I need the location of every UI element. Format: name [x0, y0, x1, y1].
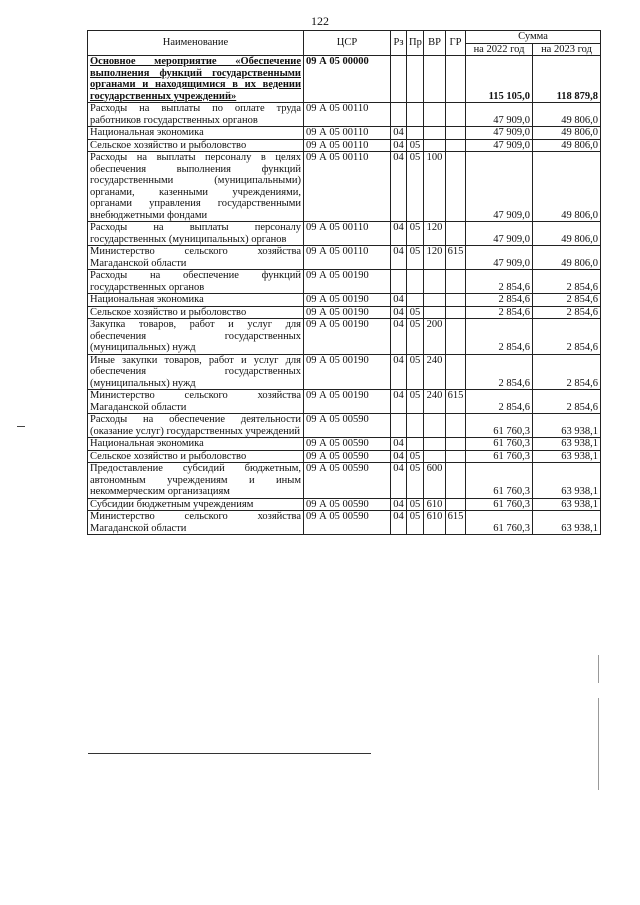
row-vr: [424, 127, 446, 140]
row-name: Основное мероприятие «Обеспечение выполнения функций государственными органами и находящимися в их ведении государственных учреждений»: [88, 56, 304, 103]
row-name: Закупка товаров, работ и услуг для обеспечения государственных (муниципальных) нужд: [88, 319, 304, 355]
row-pr: 05: [407, 222, 424, 246]
row-vr: 200: [424, 319, 446, 355]
row-gr: [446, 450, 466, 463]
row-pr: 05: [407, 306, 424, 319]
row-gr: [446, 103, 466, 127]
row-name: Министерство сельского хозяйства Магаданской области: [88, 511, 304, 535]
row-vr: 120: [424, 222, 446, 246]
row-sum-2023: 118 879,8: [533, 56, 601, 103]
row-sum-2022: 2 854,6: [466, 390, 533, 414]
row-rz: 04: [391, 498, 407, 511]
row-sum-2022: 47 909,0: [466, 246, 533, 270]
row-gr: [446, 56, 466, 103]
row-sum-2023: 2 854,6: [533, 306, 601, 319]
row-sum-2023: 63 938,1: [533, 511, 601, 535]
row-vr: [424, 450, 446, 463]
row-name: Расходы на выплаты по оплате труда работников государственных органов: [88, 103, 304, 127]
row-sum-2023: 2 854,6: [533, 319, 601, 355]
row-sum-2022: 2 854,6: [466, 270, 533, 294]
row-rz: 04: [391, 463, 407, 499]
table-row: [88, 139, 601, 152]
row-vr: 610: [424, 511, 446, 535]
row-csr: 09 А 05 00590: [304, 498, 391, 511]
row-sum-2022: 2 854,6: [466, 306, 533, 319]
row-rz: 04: [391, 139, 407, 152]
header-name: Наименование: [88, 31, 304, 56]
table-row: [88, 56, 601, 103]
row-name: Расходы на обеспечение деятельности (оказание услуг) государственных учреждений: [88, 414, 304, 438]
header-gr: ГР: [446, 31, 466, 56]
row-sum-2023: 63 938,1: [533, 463, 601, 499]
row-sum-2023: 2 854,6: [533, 270, 601, 294]
row-rz: 04: [391, 306, 407, 319]
row-rz: 04: [391, 294, 407, 307]
row-vr: 600: [424, 463, 446, 499]
table-row: [88, 270, 601, 294]
margin-mark: [598, 698, 599, 790]
row-pr: [407, 56, 424, 103]
table-row: [88, 511, 601, 535]
row-rz: [391, 103, 407, 127]
row-sum-2022: 2 854,6: [466, 319, 533, 355]
row-gr: [446, 152, 466, 222]
row-csr: 09 А 05 00590: [304, 414, 391, 438]
row-csr: 09 А 05 00110: [304, 152, 391, 222]
row-rz: 04: [391, 511, 407, 535]
row-sum-2022: 61 760,3: [466, 463, 533, 499]
header-csr: ЦСР: [304, 31, 391, 56]
row-csr: 09 А 05 00590: [304, 463, 391, 499]
row-sum-2022: 47 909,0: [466, 127, 533, 140]
row-sum-2022: 2 854,6: [466, 294, 533, 307]
row-sum-2022: 47 909,0: [466, 152, 533, 222]
row-rz: [391, 414, 407, 438]
margin-mark: [598, 655, 599, 683]
row-rz: 04: [391, 319, 407, 355]
row-name: Министерство сельского хозяйства Магаданской области: [88, 390, 304, 414]
row-rz: 04: [391, 390, 407, 414]
row-pr: 05: [407, 450, 424, 463]
row-vr: 240: [424, 390, 446, 414]
row-sum-2022: 2 854,6: [466, 354, 533, 390]
table-row: [88, 390, 601, 414]
row-sum-2022: 61 760,3: [466, 438, 533, 451]
row-vr: 120: [424, 246, 446, 270]
row-csr: 09 А 05 00110: [304, 222, 391, 246]
row-pr: [407, 127, 424, 140]
row-vr: [424, 270, 446, 294]
table-row: [88, 103, 601, 127]
row-sum-2022: 115 105,0: [466, 56, 533, 103]
row-sum-2022: 47 909,0: [466, 103, 533, 127]
row-csr: 09 А 05 00190: [304, 294, 391, 307]
row-csr: 09 А 05 00590: [304, 450, 391, 463]
row-vr: 610: [424, 498, 446, 511]
table-row: [88, 319, 601, 355]
row-name: Иные закупки товаров, работ и услуг для обеспечения государственных (муниципальных) нужд: [88, 354, 304, 390]
row-sum-2023: 63 938,1: [533, 498, 601, 511]
row-gr: [446, 306, 466, 319]
row-name: Сельское хозяйство и рыболовство: [88, 139, 304, 152]
row-rz: 04: [391, 438, 407, 451]
row-name: Сельское хозяйство и рыболовство: [88, 450, 304, 463]
row-csr: 09 А 05 00190: [304, 306, 391, 319]
row-sum-2023: 49 806,0: [533, 222, 601, 246]
row-csr: 09 А 05 00190: [304, 390, 391, 414]
row-csr: 09 А 05 00000: [304, 56, 391, 103]
table-row: [88, 294, 601, 307]
row-gr: [446, 222, 466, 246]
row-csr: 09 А 05 00590: [304, 511, 391, 535]
table-row: [88, 246, 601, 270]
table-row: [88, 463, 601, 499]
row-sum-2022: 61 760,3: [466, 511, 533, 535]
row-sum-2023: 49 806,0: [533, 139, 601, 152]
row-pr: 05: [407, 152, 424, 222]
row-gr: 615: [446, 246, 466, 270]
row-gr: [446, 498, 466, 511]
row-csr: 09 А 05 00110: [304, 139, 391, 152]
row-name: Национальная экономика: [88, 294, 304, 307]
row-name: Министерство сельского хозяйства Магаданской области: [88, 246, 304, 270]
row-csr: 09 А 05 00110: [304, 127, 391, 140]
row-rz: [391, 56, 407, 103]
row-sum-2023: 49 806,0: [533, 246, 601, 270]
table-row: [88, 450, 601, 463]
row-sum-2023: 63 938,1: [533, 450, 601, 463]
row-sum-2022: 47 909,0: [466, 139, 533, 152]
margin-dash: [17, 426, 25, 427]
header-rz: Рз: [391, 31, 407, 56]
header-sum: Сумма: [466, 31, 601, 44]
row-gr: [446, 319, 466, 355]
row-gr: [446, 463, 466, 499]
row-pr: 05: [407, 246, 424, 270]
table-row: [88, 152, 601, 222]
row-pr: [407, 103, 424, 127]
row-sum-2023: 2 854,6: [533, 390, 601, 414]
row-sum-2023: 63 938,1: [533, 414, 601, 438]
table-row: [88, 127, 601, 140]
table-row: [88, 354, 601, 390]
header-pr: Пр: [407, 31, 424, 56]
row-pr: [407, 414, 424, 438]
row-name: Национальная экономика: [88, 127, 304, 140]
row-vr: [424, 294, 446, 307]
row-pr: [407, 294, 424, 307]
row-pr: [407, 270, 424, 294]
header-year-2023: на 2023 год: [533, 43, 601, 56]
row-gr: [446, 270, 466, 294]
table-row: [88, 306, 601, 319]
row-sum-2023: 2 854,6: [533, 294, 601, 307]
row-gr: [446, 354, 466, 390]
table-body: [88, 56, 601, 535]
row-pr: 05: [407, 354, 424, 390]
row-rz: 04: [391, 127, 407, 140]
bottom-rule: [88, 753, 371, 754]
row-gr: [446, 139, 466, 152]
table-row: [88, 438, 601, 451]
row-gr: [446, 414, 466, 438]
row-sum-2022: 61 760,3: [466, 450, 533, 463]
row-sum-2023: 49 806,0: [533, 152, 601, 222]
row-rz: 04: [391, 246, 407, 270]
row-pr: 05: [407, 463, 424, 499]
row-pr: [407, 438, 424, 451]
row-csr: 09 А 05 00110: [304, 246, 391, 270]
row-gr: 615: [446, 390, 466, 414]
row-pr: 05: [407, 511, 424, 535]
header-vr: ВР: [424, 31, 446, 56]
row-rz: [391, 270, 407, 294]
row-name: Сельское хозяйство и рыболовство: [88, 306, 304, 319]
row-name: Субсидии бюджетным учреждениям: [88, 498, 304, 511]
row-csr: 09 А 05 00190: [304, 270, 391, 294]
row-csr: 09 А 05 00590: [304, 438, 391, 451]
row-vr: [424, 56, 446, 103]
row-rz: 04: [391, 354, 407, 390]
page-number: 122: [311, 14, 329, 28]
row-pr: 05: [407, 390, 424, 414]
budget-table: [87, 30, 601, 535]
row-name: Предоставление субсидий бюджетным, автономным учреждениям и иным некоммерческим организациям: [88, 463, 304, 499]
table-row: [88, 414, 601, 438]
row-rz: 04: [391, 152, 407, 222]
row-csr: 09 А 05 00190: [304, 354, 391, 390]
row-name: Национальная экономика: [88, 438, 304, 451]
row-csr: 09 А 05 00190: [304, 319, 391, 355]
row-vr: [424, 438, 446, 451]
row-sum-2023: 2 854,6: [533, 354, 601, 390]
row-gr: [446, 127, 466, 140]
row-pr: 05: [407, 319, 424, 355]
row-rz: 04: [391, 222, 407, 246]
row-sum-2022: 61 760,3: [466, 414, 533, 438]
header-year-2022: на 2022 год: [466, 43, 533, 56]
row-vr: [424, 139, 446, 152]
row-sum-2023: 49 806,0: [533, 103, 601, 127]
row-gr: [446, 438, 466, 451]
row-gr: 615: [446, 511, 466, 535]
row-name: Расходы на обеспечение функций государственных органов: [88, 270, 304, 294]
row-sum-2023: 49 806,0: [533, 127, 601, 140]
row-csr: 09 А 05 00110: [304, 103, 391, 127]
row-sum-2022: 61 760,3: [466, 498, 533, 511]
row-vr: 100: [424, 152, 446, 222]
row-sum-2023: 63 938,1: [533, 438, 601, 451]
row-rz: 04: [391, 450, 407, 463]
table-row: [88, 222, 601, 246]
row-sum-2022: 47 909,0: [466, 222, 533, 246]
row-vr: [424, 306, 446, 319]
row-name: Расходы на выплаты персоналу в целях обеспечения выполнения функций государственными (муниципальными) органами, казенными учреждениями, органами управления государственными внебюджетными фондами: [88, 152, 304, 222]
row-pr: 05: [407, 498, 424, 511]
row-gr: [446, 294, 466, 307]
row-vr: [424, 103, 446, 127]
table-row: [88, 498, 601, 511]
row-pr: 05: [407, 139, 424, 152]
row-vr: [424, 414, 446, 438]
row-vr: 240: [424, 354, 446, 390]
row-name: Расходы на выплаты персоналу государственных (муниципальных) органов: [88, 222, 304, 246]
